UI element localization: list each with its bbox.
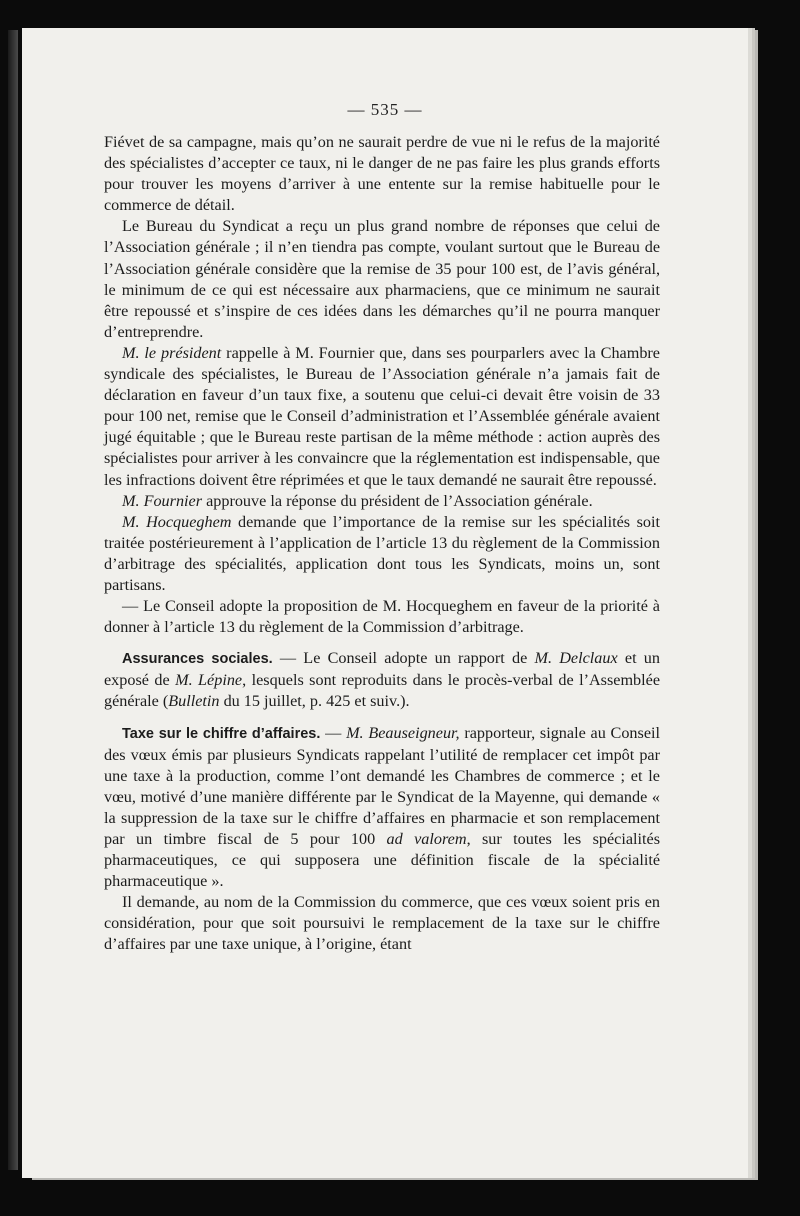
text-run: et un exposé de (104, 649, 660, 690)
paragraph-president (104, 343, 660, 491)
paragraph-fournier (104, 491, 660, 512)
section-assurances-sociales (104, 648, 660, 712)
text-run: , lesquels sont reproduits dans le procès-verbal de l’Assemblée générale ( (104, 671, 661, 711)
paragraph-syndicat-bureau: Le Bureau du Syndicat a reçu un plus grand nombre de réponses que celui de l’Association générale ; il n’en tiendra pas compte, voulant surtout que le Bureau de l’Association générale considère que la remise de 35 pour 100 est, de l’avis général, le minimum de ce qui est nécessaire aux pharmaciens, que ce minimum ne saurait être repoussé et s’inspire de ces idées dans les démarches qu’il ne pourra manquer d’entreprendre. (104, 217, 660, 341)
text-run: rapporteur, signale au Conseil des vœux émis par plusieurs Syndicats rappelant l’utilité de remplacer cet impôt par une taxe à la production, comme l’ont demandé les Chambres de commerce ; et le vœu, motivé d’une manière différente par le Syndicat de la Mayenne, qui demande « la suppression de la taxe sur le chiffre d’affaires en pharmacie et son remplacement par un timbre fiscal de 5 pour 100 (104, 723, 661, 848)
person-name: M. Beauseigneur, (346, 723, 460, 742)
page-body (104, 132, 660, 956)
speaker-name: M. le président (122, 343, 222, 362)
text-run: — Le Conseil adopte un rapport de (272, 649, 535, 668)
person-name: M. Delclaux (534, 649, 618, 668)
paragraph-commission-commerce: Il demande, au nom de la Commission du commerce, que ces vœux soient pris en considération, pour que soit poursuivi le remplacement de la taxe sur le chiffre d’affaires par une taxe unique, à l’origine, étant (104, 893, 660, 954)
paragraph-hocqueghem (104, 512, 660, 596)
section-heading: Taxe sur le chiffre d’affaires. (122, 725, 321, 742)
text-run: du 15 juillet, p. 425 et suiv.). (219, 692, 410, 711)
latin-term: ad valorem (386, 830, 467, 848)
page-number: — 535 — (347, 100, 423, 119)
publication-name: Bulletin (168, 692, 220, 711)
section-heading: Assurances sociales. (122, 651, 273, 668)
person-name: M. Lépine (175, 671, 243, 690)
paragraph-text: rappelle à M. Fournier que, dans ses pourparlers avec la Chambre syndicale des spécialistes, le Bureau de l’Association générale n’a jamais fait de déclaration en faveur d’un taux fixe, a soutenu que celui-ci devait être voisin de 33 pour 100 net, remise que le Conseil d’administration et l’Assemblée générale avaient jugé équitable ; que le Bureau reste partisan de la même méthode : action auprès des spécialistes pour arriver à les convaincre que la réglementation est indispensable, que les infractions doivent être réprimées et que le taux demandé ne saurait être repoussé. (104, 343, 660, 489)
text-run: — (320, 723, 347, 742)
book-page (22, 28, 748, 1178)
text-run: , sur toutes les spécialités pharmaceutiques, ce qui supposera une définition fiscale de la spécialité pharmaceutique ». (104, 830, 660, 891)
paragraph-text: approuve la réponse du président de l’Association générale. (202, 491, 593, 510)
speaker-name: M. Fournier (122, 491, 203, 510)
book-binding-edge (8, 30, 18, 1170)
paragraph-text: demande que l’importance de la remise sur les spécialités soit traitée postérieurement à l’application de l’article 13 du règlement de la Commission d’arbitrage des spécialités, application dont tous les Syndicats, moins un, sont partisans. (104, 512, 660, 594)
speaker-name: M. Hocqueghem (122, 512, 232, 531)
paragraph-conseil-adopte: — Le Conseil adopte la proposition de M. Hocqueghem en faveur de la priorité à donner à l’article 13 du règlement de la Commission d’arbitrage. (104, 597, 660, 637)
section-taxe-chiffre-affaires (104, 723, 660, 893)
paragraph-continuation: Fiévet de sa campagne, mais qu’on ne saurait perdre de vue ni le refus de la majorité des spécialistes d’accepter ce taux, ni le danger de ne pas faire les plus grands efforts pour trouver les moyens d’arriver à une entente sur la remise habituelle pour le commerce de détail. (104, 133, 660, 215)
